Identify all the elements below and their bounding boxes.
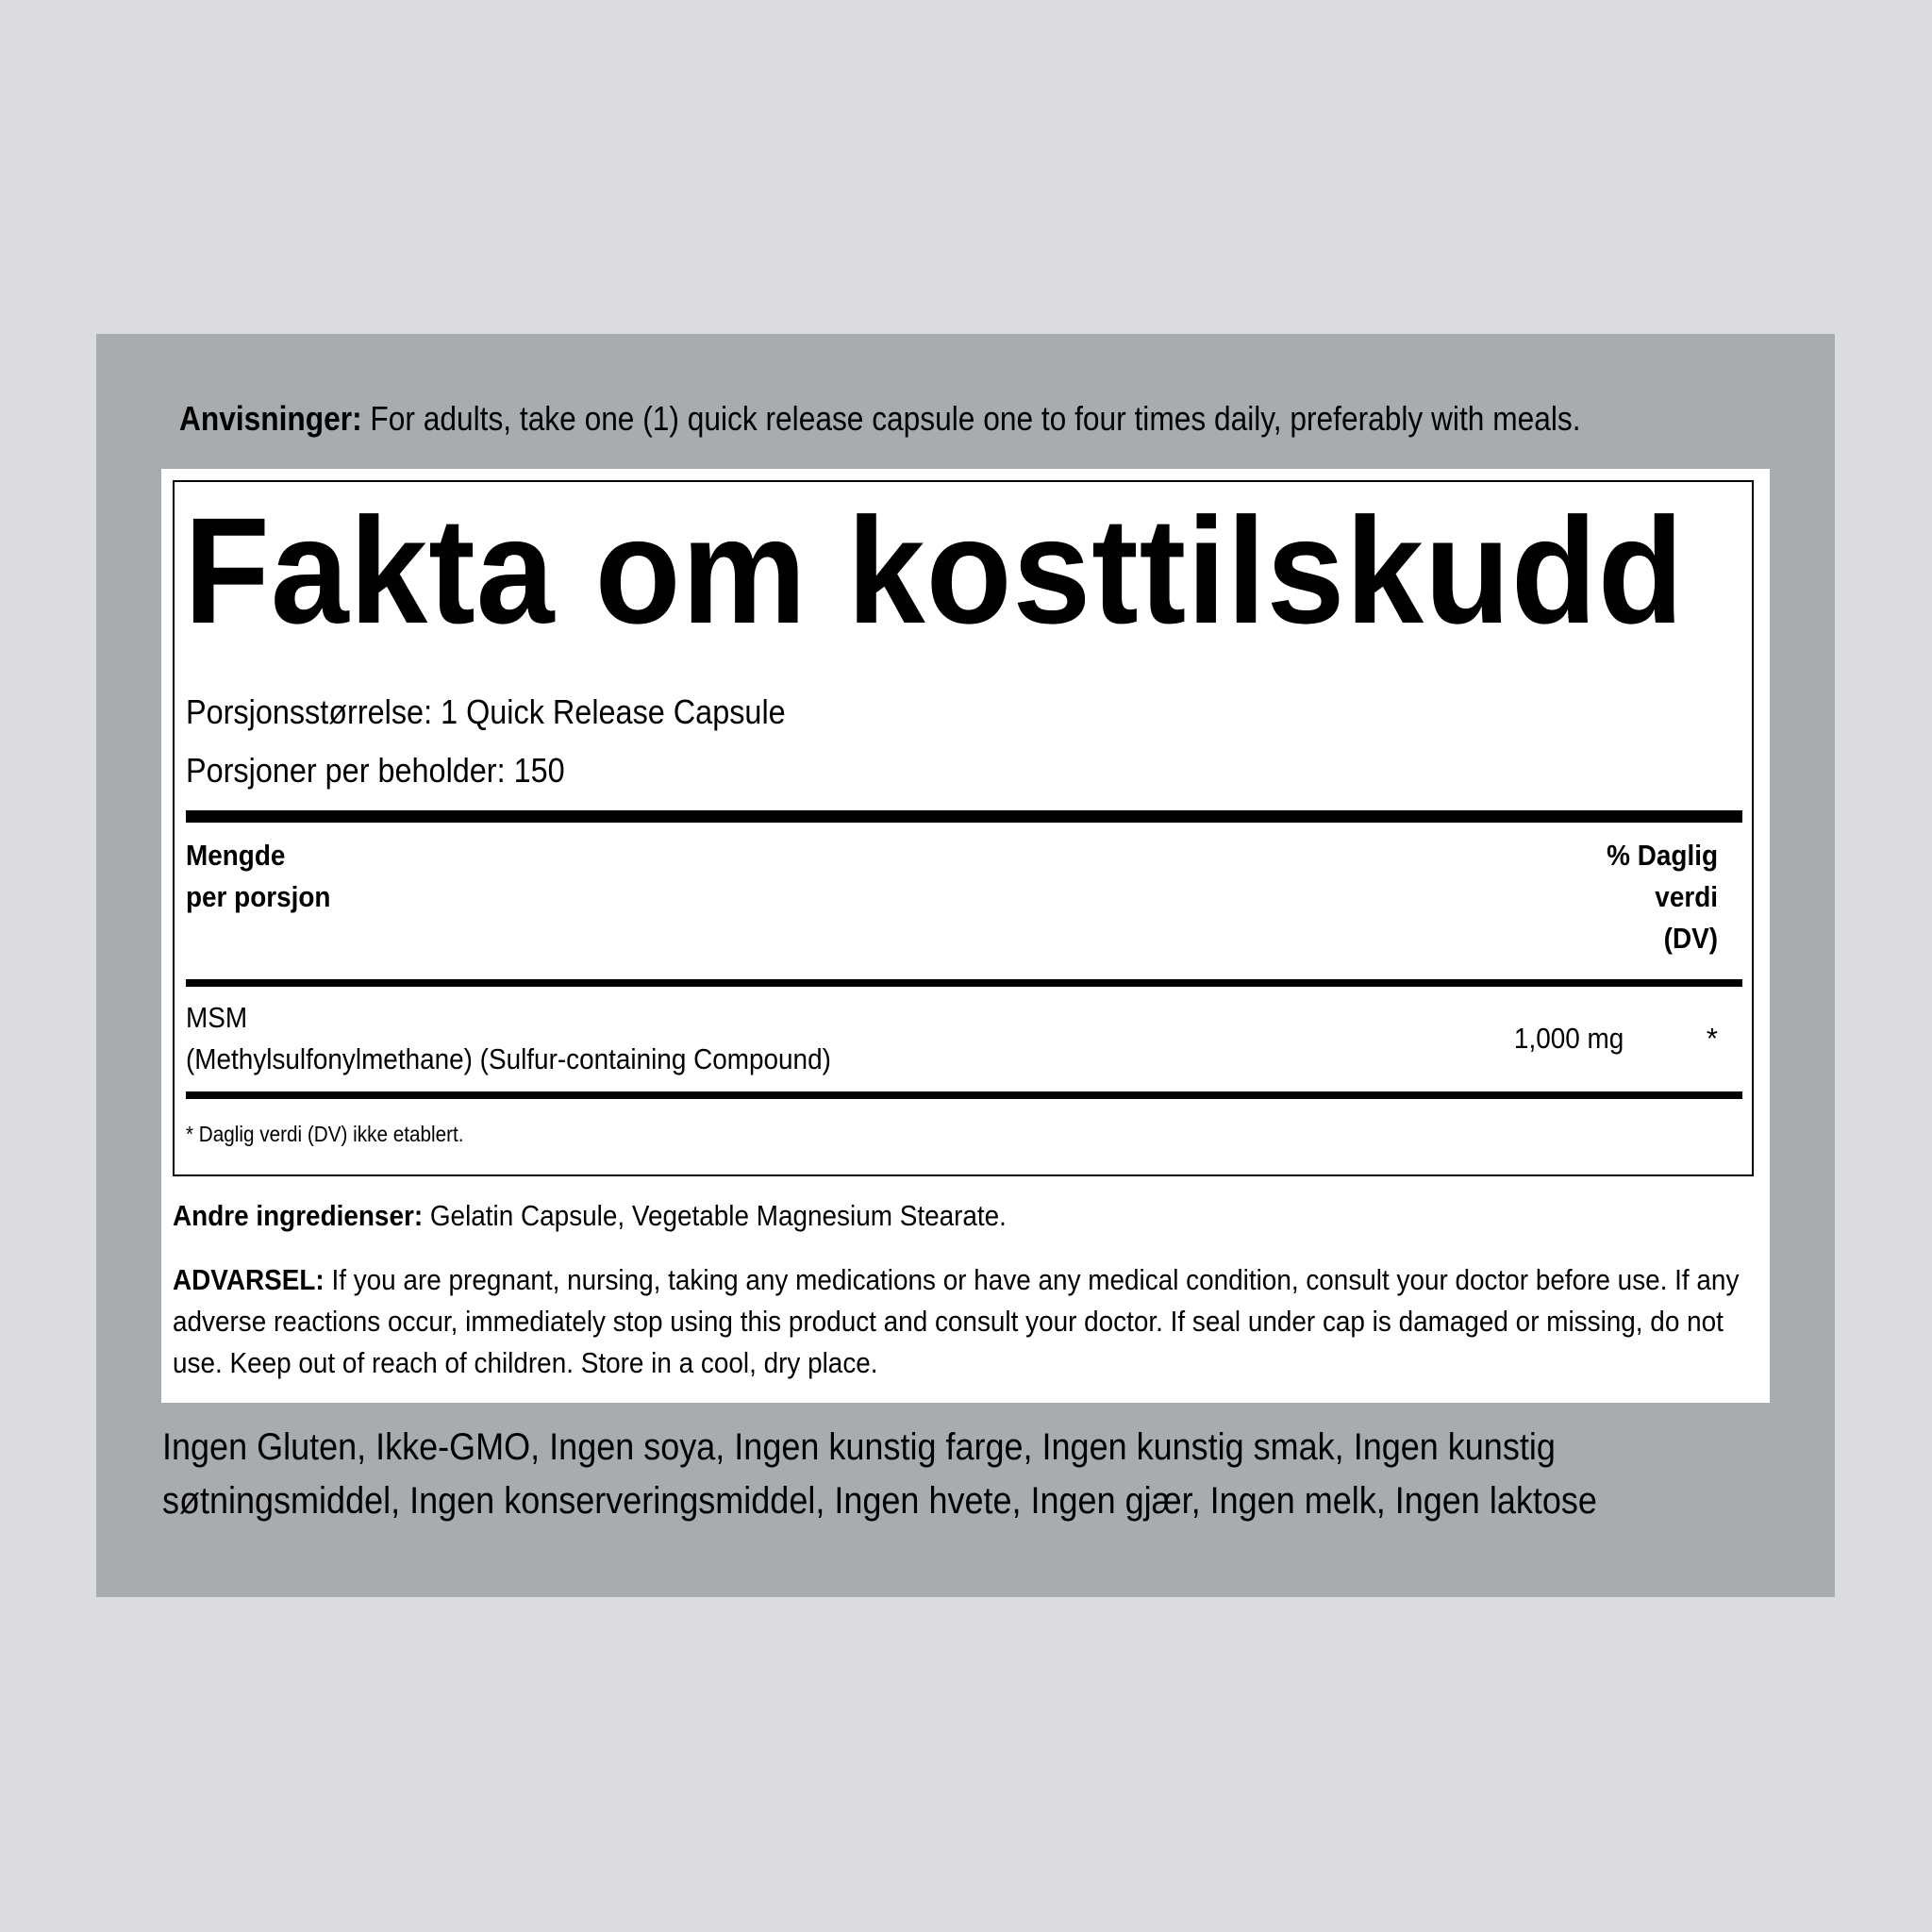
amount-per-serving-header (186, 835, 330, 918)
supplement-facts-box (173, 480, 1754, 1176)
other-ingredients-label: Andre ingredienser: (173, 1199, 424, 1232)
amount-header-line2: per porsjon (186, 880, 331, 913)
amount-header-line1: Mengde (186, 839, 286, 872)
label-white-area (161, 469, 1770, 1403)
daily-value-header (1497, 835, 1718, 959)
daily-value-footnote: * Daglig verdi (DV) ikke etablert. (186, 1122, 464, 1146)
ingredient-amount: 1,000 mg (1513, 1022, 1624, 1055)
thick-divider (186, 810, 1742, 823)
ingredient-name (186, 997, 831, 1080)
serving-size: Porsjonsstørrelse: 1 Quick Release Capsule (186, 692, 786, 731)
facts-title: Fakta om kosttilskudd (184, 486, 1685, 655)
directions-label: Anvisninger: (179, 399, 362, 438)
warning-body: If you are pregnant, nursing, taking any medications or have any medical condition, consult your doctor before use. If any adverse reactions occur, immediately stop using this product and consult your doctor. If seal under cap is damaged or missing, do not use. Keep out of reach of children. Store in a cool, dry place. (173, 1263, 1740, 1379)
directions-body: For adults, take one (1) quick release capsule one to four times daily, preferably with meals. (361, 399, 1581, 438)
ingredient-daily-value: * (1706, 1022, 1718, 1055)
header-divider (186, 979, 1742, 987)
dv-header-line1: % Daglig (1607, 839, 1718, 872)
other-ingredients (173, 1195, 1007, 1237)
warning-label: ADVARSEL: (173, 1263, 325, 1296)
dv-header-line3: (DV) (1663, 922, 1718, 955)
directions-text (179, 397, 1607, 441)
ingredient-divider (186, 1091, 1742, 1099)
servings-per-container: Porsjoner per beholder: 150 (186, 751, 565, 790)
ingredient-name-line2: (Methylsulfonylmethane) (Sulfur-containing Compound) (186, 1042, 831, 1075)
warning-text (173, 1259, 1769, 1384)
ingredient-name-line1: MSM (186, 1001, 248, 1034)
free-from-line1: Ingen Gluten, Ikke-GMO, Ingen soya, Ingen kunstig farge, Ingen kunstig smak, Ingen kunstig (162, 1426, 1556, 1468)
dv-header-line2: verdi (1655, 880, 1718, 913)
free-from-claims (162, 1421, 1792, 1528)
other-ingredients-text: Gelatin Capsule, Vegetable Magnesium Stearate. (423, 1199, 1007, 1232)
free-from-line2: søtningsmiddel, Ingen konserveringsmiddel, Ingen hvete, Ingen gjær, Ingen melk, Ingen laktose (162, 1480, 1597, 1522)
label-panel (96, 334, 1835, 1597)
